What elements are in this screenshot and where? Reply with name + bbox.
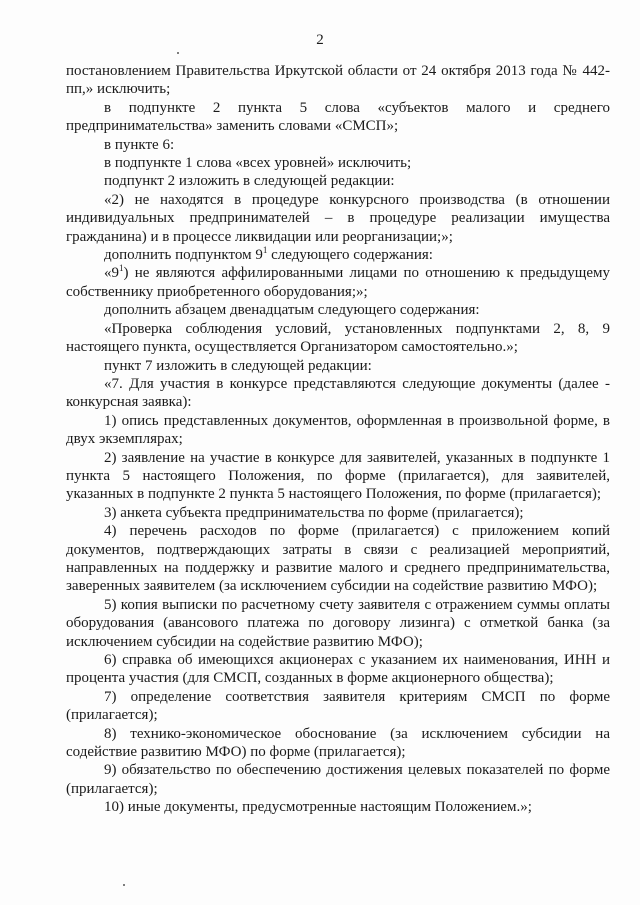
superscript: 1	[119, 263, 124, 274]
scan-speck	[177, 52, 179, 54]
paragraph-text: «9	[104, 265, 119, 282]
superscript: 1	[262, 245, 268, 256]
paragraph: 9) обязательство по обеспечению достижения целевых показателей по форме (прилагается);	[66, 762, 610, 797]
paragraph: 10) иные документы, предусмотренные настоящим Положением.»;	[104, 799, 532, 816]
paragraph: «2) не находятся в процедуре конкурсного производства (в отношении индивидуальных предпринимателей – в процедуре реализации имущества гражданина) и в процессе ликвидации или реорганизации;»;	[66, 191, 610, 245]
paragraph-text: дополнить подпунктом 9	[104, 247, 263, 264]
scan-speck	[123, 884, 125, 886]
paragraph: 8) технико-экономическое обоснование (за исключением субсидии на содействие развитию МФО) по форме (прилагается);	[66, 725, 610, 761]
paragraph: постановлением Правительства Иркутской области от 24 октября 2013 года № 442-пп,» исключить;	[66, 63, 610, 98]
paragraph	[66, 264, 610, 301]
paragraph: в подпункте 1 слова «всех уровней» исключить;	[104, 155, 412, 172]
paragraph-text: ) не являются аффилированными лицами по отношению к предыдущему собственнику приобретенного оборудования;»;	[66, 265, 610, 300]
paragraph: подпункт 2 изложить в следующей редакции:	[104, 173, 395, 190]
paragraph	[66, 246, 610, 264]
paragraph: в пункте 6:	[104, 136, 175, 153]
paragraph: «Проверка соблюдения условий, установленных подпунктами 2, 8, 9 настоящего пункта, осуществляется Организатором самостоятельно.»;	[66, 320, 610, 356]
paragraph: 7) определение соответствия заявителя критериям СМСП по форме (прилагается);	[66, 688, 610, 724]
page-number: 2	[316, 32, 324, 48]
paragraph: пункт 7 изложить в следующей редакции:	[104, 357, 372, 374]
paragraph: 6) справка об имеющихся акционерах с указанием их наименования, ИНН и процента участия (для СМСП, созданных в форме акционерного общества);	[66, 652, 610, 687]
paragraph: 4) перечень расходов по форме (прилагается) с приложением копий документов, подтверждающих затраты в связи с реализацией мероприятий, направленных на поддержку и развитие малого и среднего предпринимательства, заверенных заявителем (за исключением субсидии на содействие развитию МФО);	[66, 523, 610, 595]
paragraph: 1) опись представленных документов, оформленная в произвольной форме, в двух экземплярах;	[66, 412, 610, 448]
paragraph: 2) заявление на участие в конкурсе для заявителей, указанных в подпункте 1 пункта 5 настоящего Положения, по форме (прилагается), для заявителей, указанных в подпункте 2 пункта 5 настоящего Положения, по форме (прилагается);	[66, 449, 610, 503]
paragraph: 5) копия выписки по расчетному счету заявителя с отражением суммы оплаты оборудования (авансового платежа по договору лизинга) с отметкой банка (за исключением субсидии на содействие развитию МФО);	[66, 596, 610, 650]
paragraph: «7. Для участия в конкурсе представляются следующие документы (далее - конкурсная заявка):	[66, 375, 610, 411]
paragraph: в подпункте 2 пункта 5 слова «субъектов малого и среднего предпринимательства» заменить словами «СМСП»;	[66, 99, 610, 135]
paragraph: дополнить абзацем двенадцатым следующего содержания:	[104, 302, 480, 319]
paragraph: 3) анкета субъекта предпринимательства по форме (прилагается);	[104, 504, 524, 521]
document-body	[66, 62, 610, 817]
paragraph-text: следующего содержания:	[267, 247, 433, 264]
